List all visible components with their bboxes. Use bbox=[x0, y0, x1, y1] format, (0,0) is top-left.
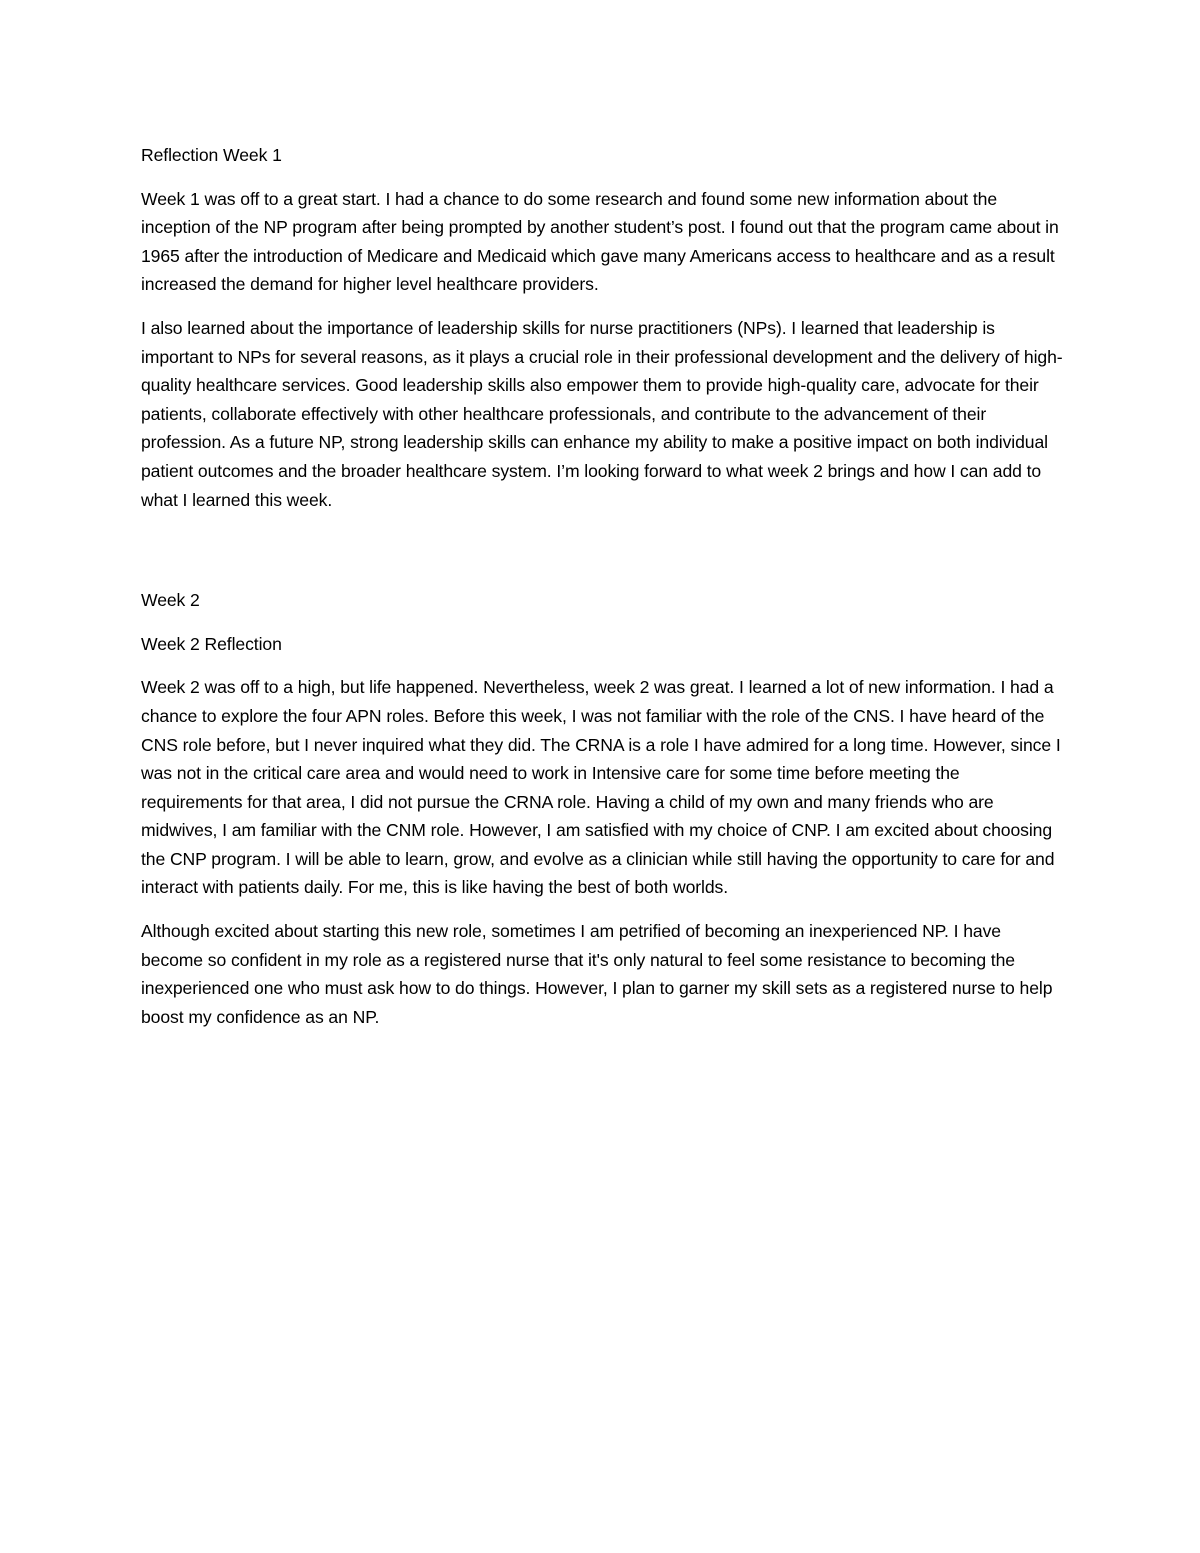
week-2-paragraph-1: Week 2 was off to a high, but life happened. Nevertheless, week 2 was great. I learned a lot of new information. I had a chance to explore the four APN roles. Before this week, I was not familiar with the role of the CNS. I have heard of the CNS role before, but I never inquired what they did. The CRNA is a role I have admired for a long time. However, since I was not in the critical care area and would need to work in Intensive care for some time before meeting the requirements for that area, I did not pursue the CRNA role. Having a child of my own and many friends who are midwives, I am familiar with the CNM role. However, I am satisfied with my choice of CNP. I am excited about choosing the CNP program. I will be able to learn, grow, and evolve as a clinician while still having the opportunity to care for and interact with patients daily. For me, this is like having the best of both worlds. bbox=[141, 677, 1061, 898]
reflection-week-1-heading: Reflection Week 1 bbox=[141, 145, 282, 165]
week-2-reflection-heading: Week 2 Reflection bbox=[141, 633, 282, 654]
week-2-label: Week 2 bbox=[141, 590, 200, 611]
week-2-paragraph-2: Although excited about starting this new role, sometimes I am petrified of becoming an inexperienced NP. I have become so confident in my role as a registered nurse that it's only natural to feel some resistance to becoming the inexperienced one who must ask how to do things. However, I plan to garner my skill sets as a registered nurse to help boost my confidence as an NP. bbox=[141, 921, 1053, 1027]
week-1-paragraph-1: Week 1 was off to a great start. I had a chance to do some research and found some new information about the inception of the NP program after being prompted by another student’s post. I found out that the program came about in 1965 after the introduction of Medicare and Medicaid which gave many Americans access to healthcare and as a result increased the demand for higher level healthcare providers. bbox=[141, 188, 1059, 295]
week-1-paragraph-2: I also learned about the importance of leadership skills for nurse practitioners (NPs). I learned that leadership is important to NPs for several reasons, as it plays a crucial role in their professional development and the delivery of high-quality healthcare services. Good leadership skills also empower them to provide high-quality care, advocate for their patients, collaborate effectively with other healthcare professionals, and contribute to the advancement of their profession. As a future NP, strong leadership skills can enhance my ability to make a positive impact on both individual patient outcomes and the broader healthcare system. I’m looking forward to what week 2 brings and how I can add to what I learned this week. bbox=[141, 317, 1063, 510]
section-spacer bbox=[141, 529, 1063, 586]
document-body bbox=[141, 141, 1063, 1046]
